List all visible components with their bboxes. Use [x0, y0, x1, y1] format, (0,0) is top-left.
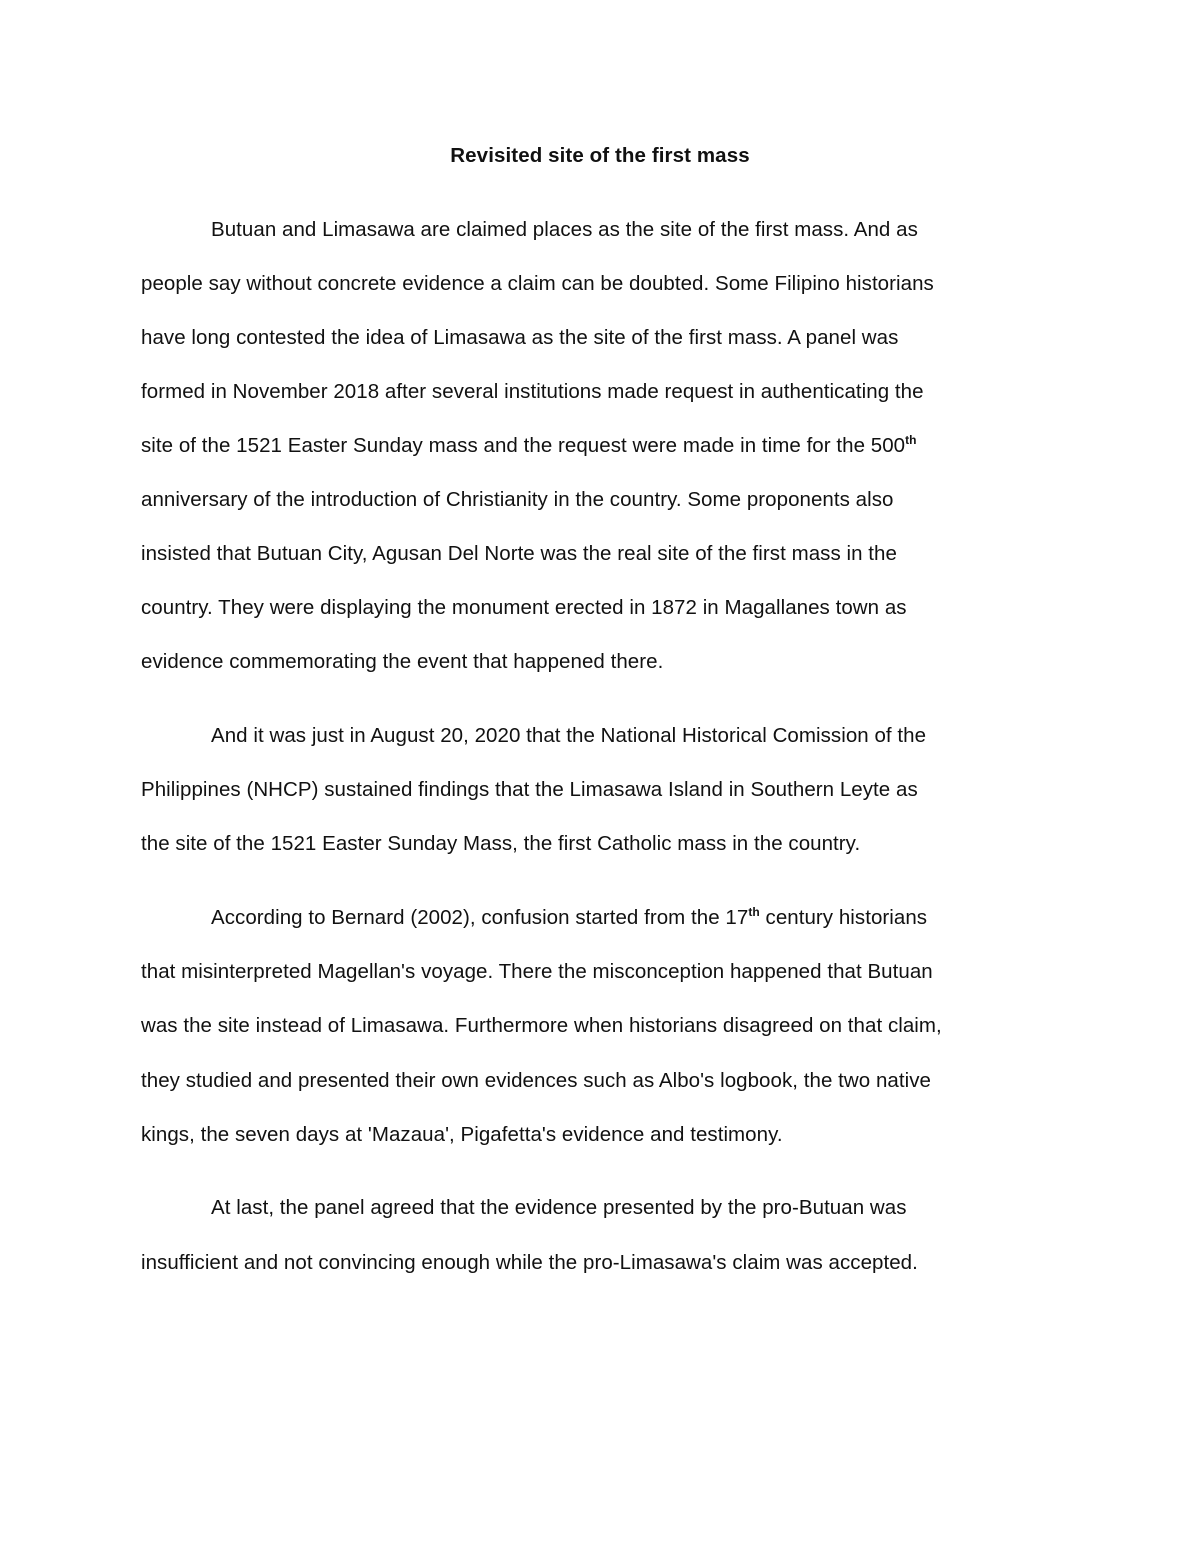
ordinal-superscript: th	[905, 433, 917, 447]
paragraph-1-line-5-text: site of the 1521 Easter Sunday mass and the request were made in time for the 500	[141, 434, 906, 457]
paragraph-3-line-5: kings, the seven days at 'Mazaua', Pigafetta's evidence and testimony.	[141, 1123, 783, 1146]
paragraph-1-line-5	[141, 432, 917, 460]
paragraph-3-line-1-text-a: According to Bernard (2002), confusion started from the 17	[211, 906, 749, 929]
paragraph-2-line-2: Philippines (NHCP) sustained findings that the Limasawa Island in Southern Leyte as	[141, 778, 918, 801]
paragraph-4-line-1: At last, the panel agreed that the evidence presented by the pro-Butuan was	[211, 1196, 907, 1219]
document-title: Revisited site of the first mass	[450, 144, 750, 167]
paragraph-4-line-2: insufficient and not convincing enough while the pro-Limasawa's claim was accepted.	[141, 1251, 918, 1274]
paragraph-1-line-3: have long contested the idea of Limasawa as the site of the first mass. A panel was	[141, 326, 899, 349]
paragraph-2-line-3: the site of the 1521 Easter Sunday Mass, the first Catholic mass in the country.	[141, 832, 861, 855]
paragraph-2-line-1: And it was just in August 20, 2020 that the National Historical Comission of the	[211, 724, 927, 747]
paragraph-3-line-1-text-b: century historians	[759, 906, 928, 929]
paragraph-3-line-1	[211, 904, 927, 932]
paragraph-1-line-4: formed in November 2018 after several institutions made request in authenticating the	[141, 380, 924, 403]
paragraph-1-line-2: people say without concrete evidence a claim can be doubted. Some Filipino historians	[141, 272, 934, 295]
ordinal-superscript: th	[748, 905, 760, 919]
paragraph-3-line-3: was the site instead of Limasawa. Furthermore when historians disagreed on that claim,	[141, 1014, 942, 1037]
paragraph-1-line-1: Butuan and Limasawa are claimed places as the site of the first mass. And as	[211, 218, 918, 241]
paragraph-1-line-6: anniversary of the introduction of Christianity in the country. Some proponents also	[141, 488, 894, 511]
paragraph-1-line-7: insisted that Butuan City, Agusan Del Norte was the real site of the first mass in the	[141, 542, 897, 565]
paragraph-3-line-4: they studied and presented their own evidences such as Albo's logbook, the two native	[141, 1069, 931, 1092]
paragraph-3-line-2: that misinterpreted Magellan's voyage. There the misconception happened that Butuan	[141, 960, 933, 983]
paragraph-1-line-9: evidence commemorating the event that happened there.	[141, 650, 664, 673]
paragraph-1-line-8: country. They were displaying the monument erected in 1872 in Magallanes town as	[141, 596, 907, 619]
